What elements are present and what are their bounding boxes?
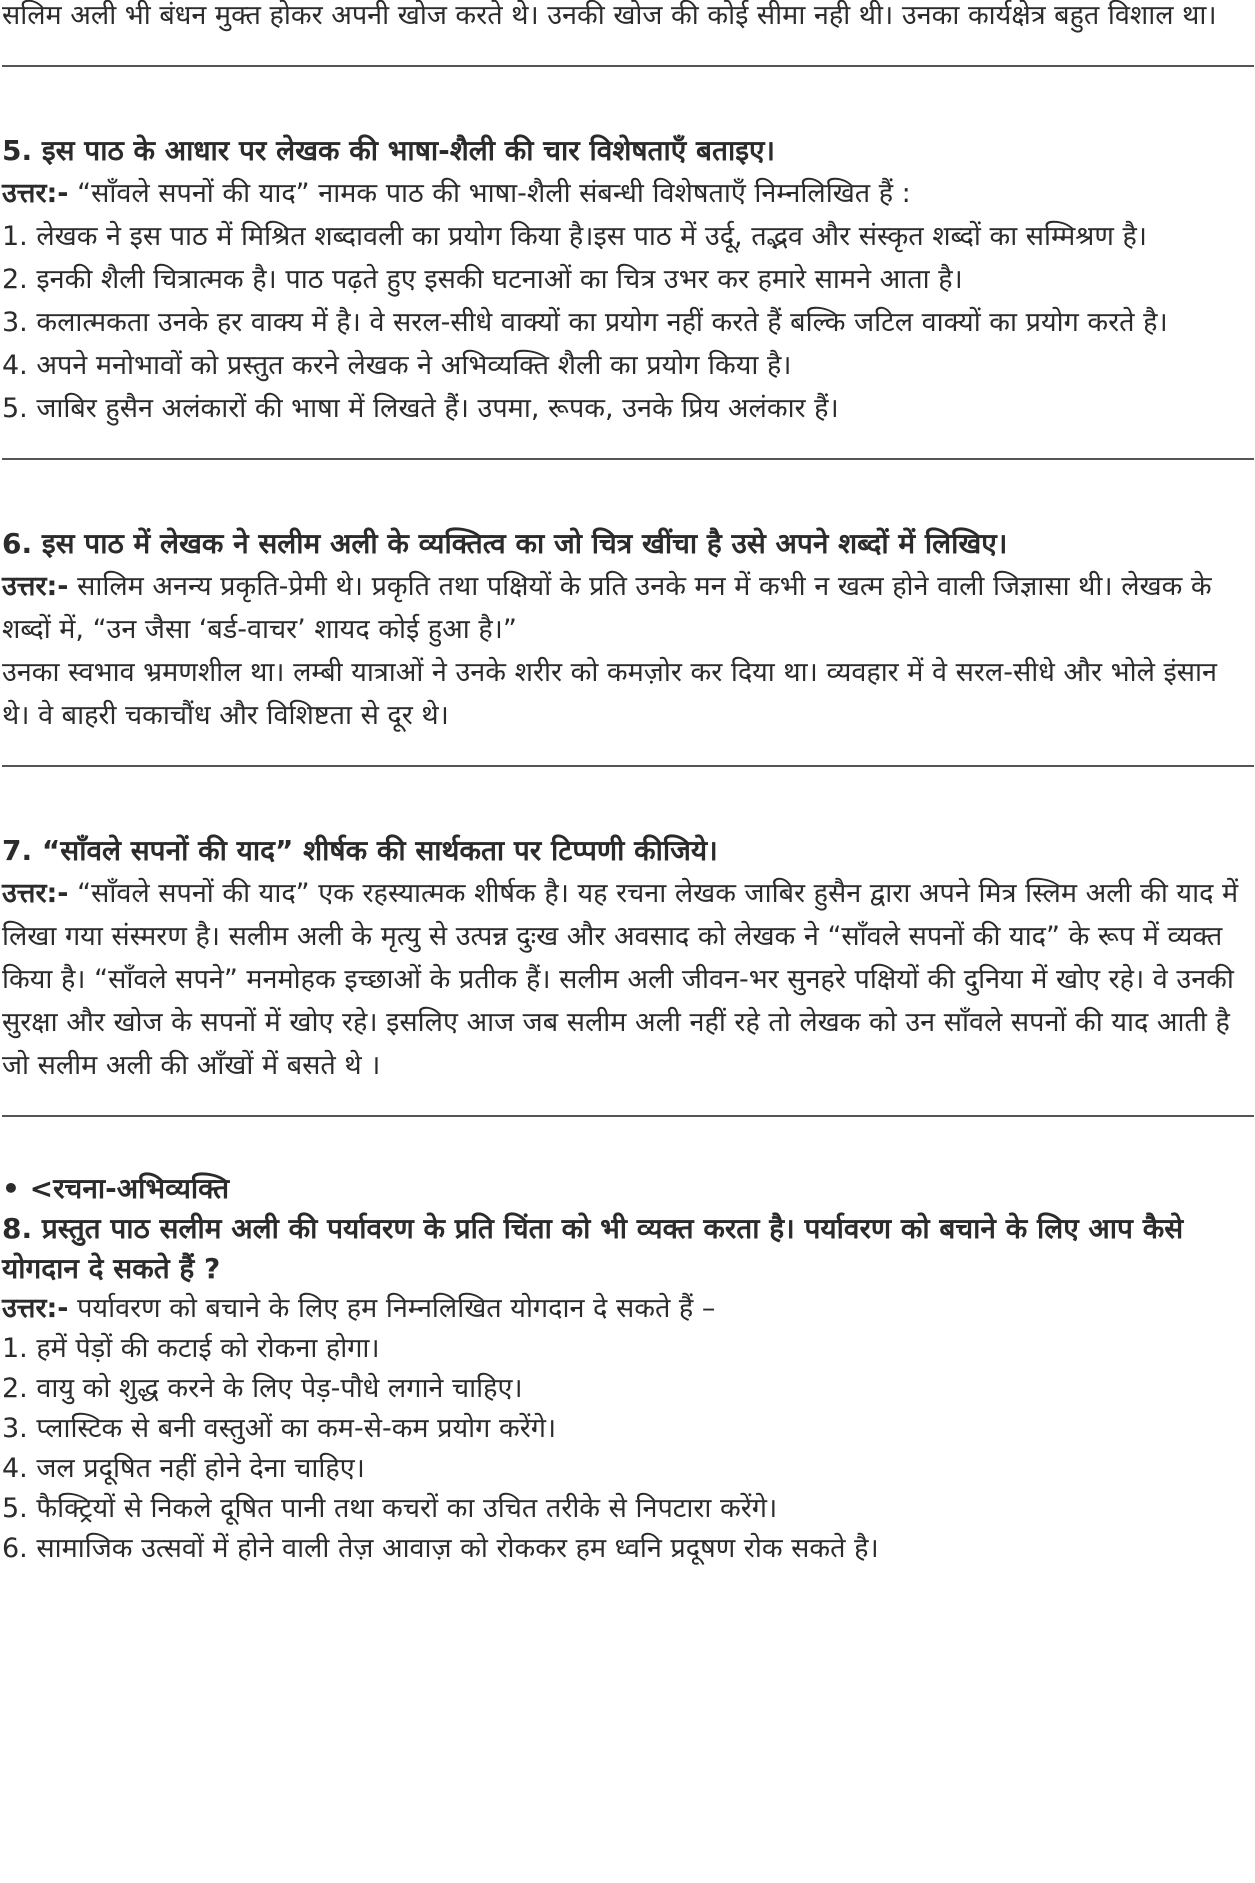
list-item: 5. जाबिर हुसैन अलंकारों की भाषा में लिखते हैं। उपमा, रूपक, उनके प्रिय अलंकार हैं। <box>2 393 839 424</box>
question-7-heading: 7. “साँवले सपनों की याद” शीर्षक की सार्थकता पर टिप्पणी कीजिये। <box>2 834 718 867</box>
question-6-answer <box>2 565 1242 651</box>
list-item: 1. लेखक ने इस पाठ में मिश्रित शब्दावली का प्रयोग किया है।इस पाठ में उर्दू, तद्भव और संस्कृत शब्दों का सम्मिश्रण है। <box>2 221 1148 252</box>
list-item: 4. जल प्रदूषित नहीं होने देना चाहिए। <box>2 1453 365 1484</box>
section-heading: • <रचना-अभिव्यक्ति <box>2 1172 230 1205</box>
answer-label: उत्तर:- <box>2 571 69 602</box>
question-6-section <box>2 522 1255 737</box>
list-item: 4. अपने मनोभावों को प्रस्तुत करने लेखक ने अभिव्यक्ति शैली का प्रयोग किया है। <box>2 350 792 381</box>
question-8-section <box>2 1169 1255 1569</box>
list-item: 3. कलात्मकता उनके हर वाक्य में है। वे सरल-सीधे वाक्यों का प्रयोग नहीं करते हैं बल्कि जटिल वाक्यों का प्रयोग करते है। <box>2 307 1168 338</box>
answer-text: “साँवले सपनों की याद” एक रहस्यात्मक शीर्षक है। यह रचना लेखक जाबिर हुसैन द्वारा अपने मित्र स्लिम अली की याद में लिखा गया संस्मरण है। सलीम अली के मृत्यु से उत्पन्न दुःख और अवसाद को लेखक ने “साँवले सपनों की याद” के रूप में व्यक्त किया है। “साँवले सपने” मनमोहक इच्छाओं के प्रतीक हैं। सलीम अली जीवन-भर सुनहरे पक्षियों की दुनिया में खोए रहे। वे उनकी सुरक्षा और खोज के सपनों में खोए रहे। इसलिए आज जब सलीम अली नहीं रहे तो लेखक को उन साँवले सपनों की याद आती है जो सलीम अली की आँखों में बसते थे । <box>2 878 1239 1081</box>
list-item: 5. फैक्ट्रियों से निकले दूषित पानी तथा कचरों का उचित तरीके से निपटारा करेंगे। <box>2 1493 778 1524</box>
list-item: 2. इनकी शैली चित्रात्मक है। पाठ पढ़ते हुए इसकी घटनाओं का चित्र उभर कर हमारे सामने आता है। <box>2 264 963 295</box>
list-item: 3. प्लास्टिक से बनी वस्तुओं का कम-से-कम प्रयोग करेंगे। <box>2 1413 557 1444</box>
question-8-answer-intro <box>2 1289 1242 1329</box>
spacer <box>2 737 1255 765</box>
question-5-section <box>2 129 1255 430</box>
question-5-answer-intro <box>2 172 1242 215</box>
answer-label: उत्तर:- <box>2 878 69 909</box>
answer-label: उत्तर:- <box>2 178 69 209</box>
answer-intro-text: पर्यावरण को बचाने के लिए हम निम्नलिखित योगदान दे सकते हैं – <box>77 1293 716 1324</box>
intro-paragraph: सलिम अली भी बंधन मुक्त होकर अपनी खोज करते थे। उनकी खोज की कोई सीमा नही थी। उनका कार्यक्षेत्र बहुत विशाल था। <box>2 0 1217 31</box>
answer-label: उत्तर:- <box>2 1293 69 1324</box>
spacer <box>2 1117 1255 1169</box>
question-6-heading: 6. इस पाठ में लेखक ने सलीम अली के व्यक्तित्व का जो चित्र खींचा है उसे अपने शब्दों में लिखिए। <box>2 527 1008 560</box>
spacer <box>2 430 1255 458</box>
spacer <box>2 67 1255 129</box>
question-8-heading: 8. प्रस्तुत पाठ सलीम अली की पर्यावरण के प्रति चिंता को भी व्यक्त करता है। पर्यावरण को बचाने के लिए आप कैसे योगदान दे सकते हैं ? <box>2 1212 1184 1285</box>
spacer <box>2 1087 1255 1115</box>
list-item: 6. सामाजिक उत्सवों में होने वाली तेज़ आवाज़ को रोककर हम ध्वनि प्रदूषण रोक सकते है। <box>2 1533 879 1564</box>
question-6-answer-continued: उनका स्वभाव भ्रमणशील था। लम्बी यात्राओं ने उनके शरीर को कमज़ोर कर दिया था। व्यवहार में वे सरल-सीधे और भोले इंसान थे। वे बाहरी चकाचौंध और विशिष्टता से दूर थे। <box>2 657 1218 731</box>
answer-intro-text: “साँवले सपनों की याद” नामक पाठ की भाषा-शैली संबन्धी विशेषताएँ निम्नलिखित हैं : <box>77 178 911 209</box>
spacer <box>2 460 1255 522</box>
answer-text: सालिम अनन्य प्रकृति-प्रेमी थे। प्रकृति तथा पक्षियों के प्रति उनके मन में कभी न खत्म होने वाली जिज्ञासा थी। लेखक के शब्दों में, “उन जैसा ‘बर्ड-वाचर’ शायद कोई हुआ है।” <box>2 571 1212 645</box>
question-5-heading: 5. इस पाठ के आधार पर लेखक की भाषा-शैली की चार विशेषताएँ बताइए। <box>2 134 776 167</box>
question-7-section <box>2 829 1255 1087</box>
list-item: 2. वायु को शुद्ध करने के लिए पेड़-पौधे लगाने चाहिए। <box>2 1373 523 1404</box>
spacer <box>2 767 1255 829</box>
spacer <box>2 37 1255 65</box>
question-7-answer <box>2 872 1242 1087</box>
list-item: 1. हमें पेड़ों की कटाई को रोकना होगा। <box>2 1333 380 1364</box>
